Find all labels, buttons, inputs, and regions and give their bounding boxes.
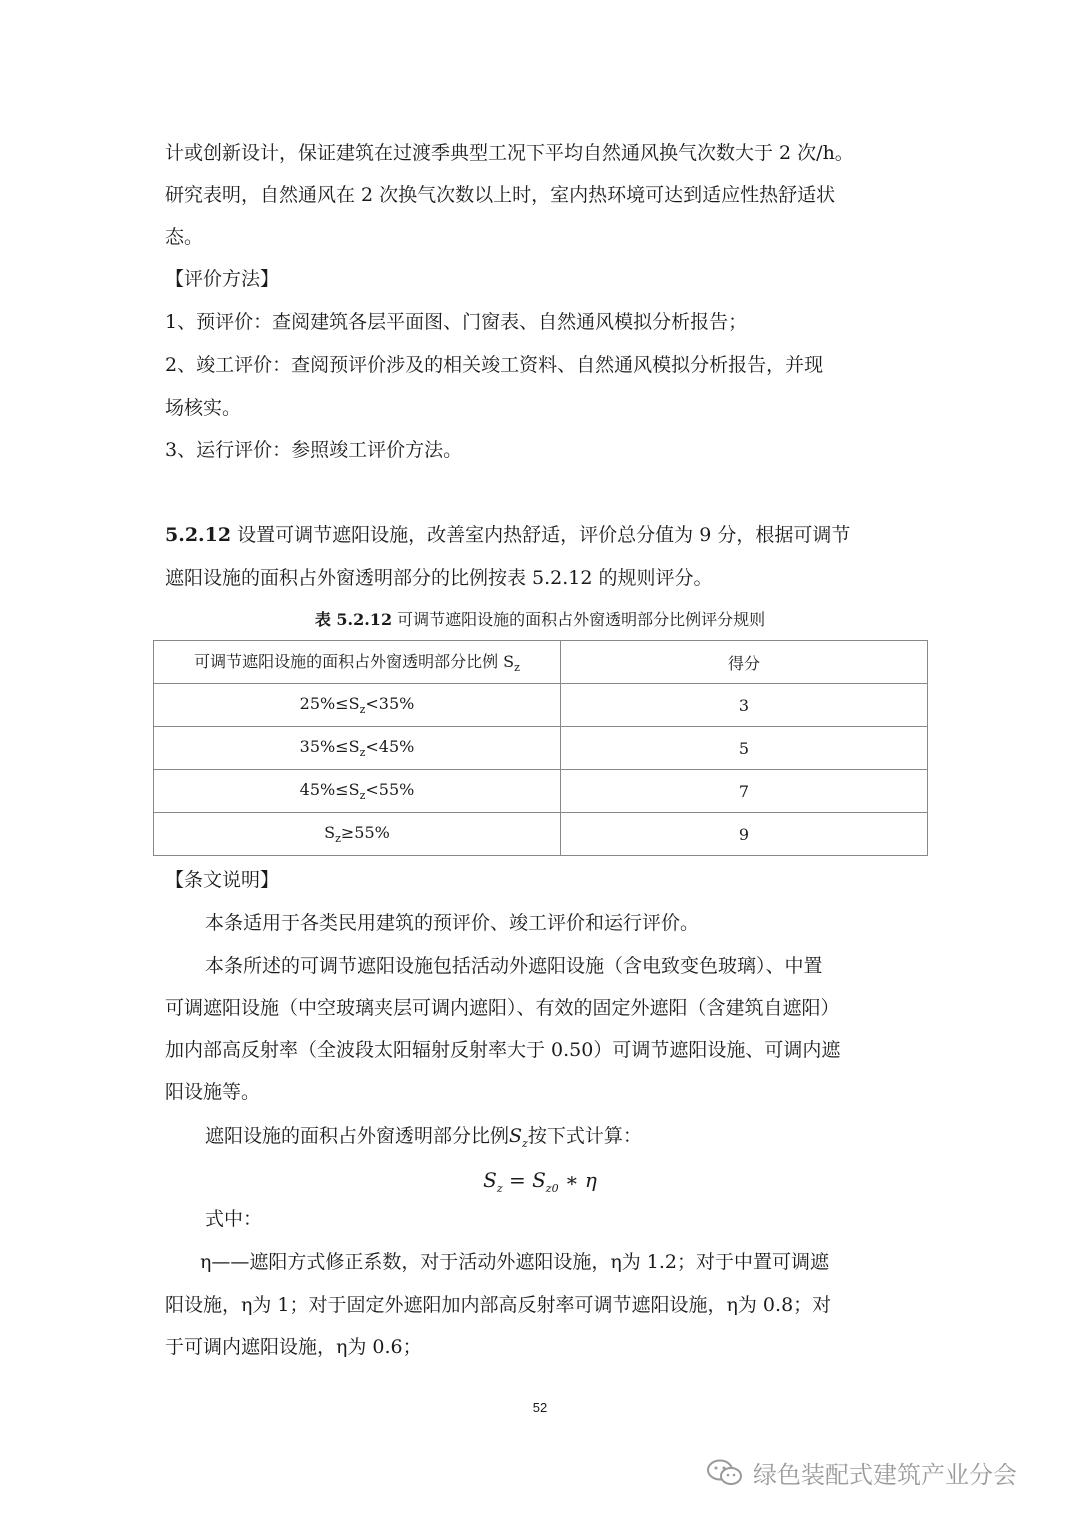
table-row	[154, 813, 928, 856]
explanation-para-2-line-4: 阳设施等。	[165, 1081, 261, 1103]
table-header-row	[154, 641, 928, 684]
explanation-para-2-line-1: 本条所述的可调节遮阳设施包括活动外遮阳设施（含电致变色玻璃）、中置	[205, 955, 823, 977]
header-cell-ratio: 可调节遮阳设施的面积占外窗透明部分比例 $S_z$	[154, 641, 561, 684]
eta-line-3: 于可调内遮阳设施，η为 0.6；	[165, 1336, 422, 1358]
eta-line-1: η——遮阳方式修正系数，对于活动外遮阳设施，η为 1.2；对于中置可调遮	[200, 1251, 830, 1273]
intro-line-2: 研究表明，自然通风在 2 次换气次数以上时，室内热环境可达到适应性热舒适状	[165, 184, 836, 206]
clause-line-1	[165, 514, 850, 556]
clause-text-1: 设置可调节遮阳设施，改善室内热舒适，评价总分值为 9 分，根据可调节	[231, 524, 851, 546]
page-number: 52	[532, 1400, 548, 1415]
explanation-heading: 【条文说明】	[165, 869, 280, 891]
watermark-text: 绿色装配式建筑产业分会	[753, 1461, 1017, 1489]
score-cell: 9	[561, 813, 928, 856]
formula-where: 式中：	[205, 1208, 263, 1230]
ratio-cell: $25\%\le S_z<35\%$	[154, 684, 561, 727]
eta-line-2: 阳设施，η为 1；对于固定外遮阳加内部高反射率可调节遮阳设施，η为 0.8；对	[165, 1294, 832, 1316]
explanation-para-3: 遮阳设施的面积占外窗透明部分比例$S_z$按下式计算：	[205, 1125, 642, 1150]
formula: $S_z = S_{z0}$ ∗ η	[483, 1168, 597, 1195]
table-caption	[0, 605, 1080, 635]
explanation-para-2-line-2: 可调遮阳设施（中空玻璃夹层可调内遮阳）、有效的固定外遮阳（含建筑自遮阳）	[165, 997, 840, 1019]
evaluation-heading: 【评价方法】	[165, 268, 280, 290]
watermark	[705, 1455, 1017, 1490]
table-row	[154, 770, 928, 813]
intro-line-3: 态。	[165, 226, 204, 248]
explanation-para-1: 本条适用于各类民用建筑的预评价、竣工评价和运行评价。	[205, 912, 700, 934]
evaluation-item-2-line-2: 场核实。	[165, 397, 242, 419]
wechat-icon	[705, 1458, 745, 1488]
ratio-cell: $45\%\le S_z<55\%$	[154, 770, 561, 813]
evaluation-item-1: 1、预评价：查阅建筑各层平面图、门窗表、自然通风模拟分析报告；	[165, 311, 748, 333]
table-caption-text: 可调节遮阳设施的面积占外窗透明部分比例评分规则	[392, 610, 766, 629]
evaluation-item-2-line-1: 2、竣工评价：查阅预评价涉及的相关竣工资料、自然通风模拟分析报告，并现	[165, 354, 824, 376]
table-row	[154, 727, 928, 770]
clause-line-2: 遮阳设施的面积占外窗透明部分的比例按表 5.2.12 的规则评分。	[165, 567, 713, 589]
explanation-para-2-line-3: 加内部高反射率（全波段太阳辐射反射率大于 0.50）可调节遮阳设施、可调内遮	[165, 1039, 841, 1061]
table-caption-label: 表 5.2.12	[314, 610, 393, 629]
score-cell: 3	[561, 684, 928, 727]
intro-line-1: 计或创新设计，保证建筑在过渡季典型工况下平均自然通风换气次数大于 2 次/h。	[165, 142, 854, 164]
ratio-cell: $S_z\ge 55\%$	[154, 813, 561, 856]
ratio-cell: $35\%\le S_z<45\%$	[154, 727, 561, 770]
score-cell: 7	[561, 770, 928, 813]
evaluation-item-3: 3、运行评价：参照竣工评价方法。	[165, 439, 463, 461]
header-cell-score: 得分	[561, 641, 928, 684]
table-row	[154, 684, 928, 727]
clause-number: 5.2.12	[165, 524, 232, 546]
score-cell: 5	[561, 727, 928, 770]
scoring-table	[153, 640, 928, 856]
